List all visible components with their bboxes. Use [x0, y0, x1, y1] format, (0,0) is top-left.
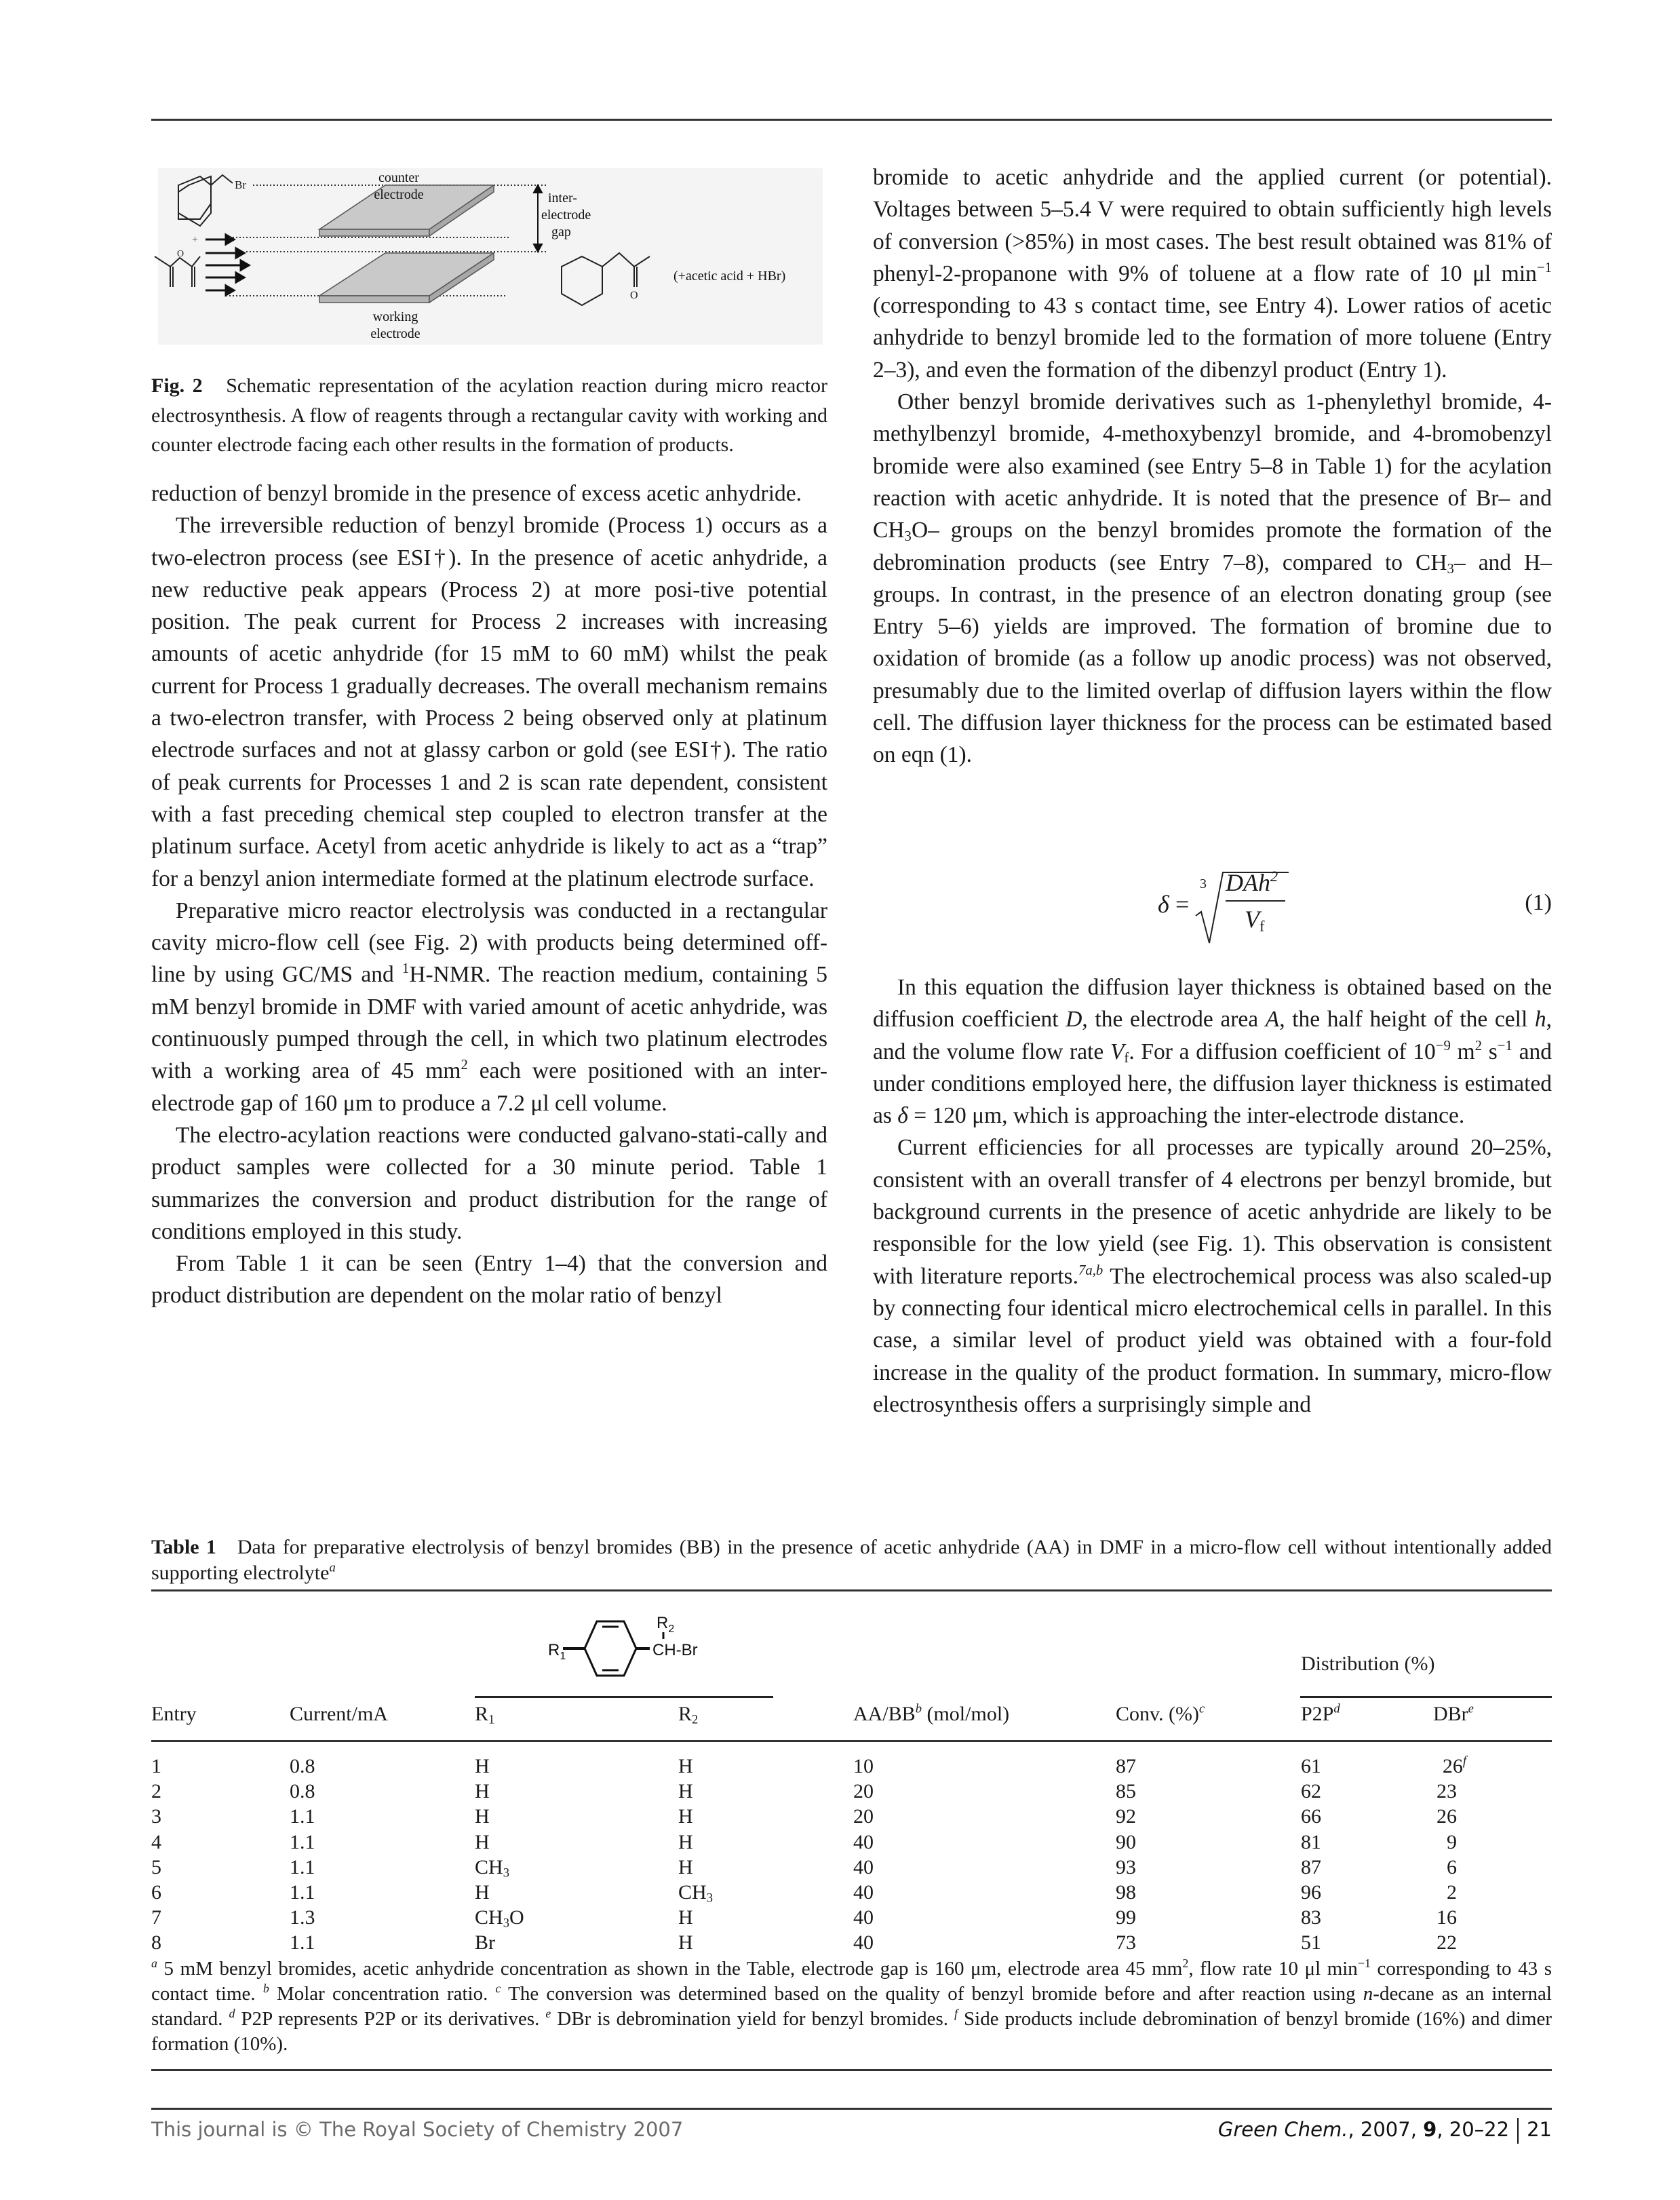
cell-r2: H — [678, 1805, 693, 1828]
cell-dbr: 26 — [1437, 1805, 1457, 1828]
cell-r2: H — [678, 1830, 693, 1853]
header-conversion: Conv. (%)$^c$ — [1116, 1701, 1205, 1725]
cell-r1: H — [475, 1755, 490, 1777]
cell-current: 1.1 — [290, 1830, 315, 1853]
cell-dbr: 16 — [1437, 1906, 1457, 1929]
cell-entry: 8 — [151, 1931, 161, 1954]
cell-conv: 73 — [1116, 1931, 1136, 1954]
journal-name: Green Chem. — [1217, 2118, 1348, 2141]
equation-equals: = — [1175, 891, 1190, 918]
paragraph: reduction of benzyl bromide in the presence of excess acetic anhydride. — [151, 481, 802, 506]
cell-conv: 92 — [1116, 1805, 1136, 1828]
cell-p2p: 61 — [1301, 1755, 1321, 1777]
cell-dbr: 23 — [1437, 1780, 1457, 1803]
header-r1: $R_1$ — [475, 1703, 495, 1727]
right-column-continued — [873, 971, 1552, 1421]
cell-r2: H — [678, 1755, 693, 1777]
table-row — [0, 1779, 1680, 1804]
table-header-rule — [151, 1740, 1552, 1742]
cell-conv: 85 — [1116, 1780, 1136, 1803]
cell-entry: 4 — [151, 1830, 161, 1853]
cell-p2p: 83 — [1301, 1906, 1321, 1929]
header-rule — [151, 119, 1552, 121]
cell-entry: 5 — [151, 1855, 161, 1878]
cell-r2: $CH_3$ — [678, 1881, 713, 1906]
r2-label: $R_2$ — [657, 1614, 675, 1635]
cell-ratio: 40 — [853, 1881, 874, 1904]
figure-caption — [151, 371, 827, 460]
cell-r1: H — [475, 1780, 490, 1803]
equation-numerator: DAh$^2$ — [1226, 868, 1278, 896]
volume: 9 — [1423, 2118, 1437, 2141]
oxygen-label: O — [177, 249, 184, 259]
cell-r2: H — [678, 1931, 693, 1954]
cell-entry: 2 — [151, 1780, 161, 1803]
cell-entry: 3 — [151, 1805, 161, 1828]
cell-current: 1.1 — [290, 1931, 315, 1954]
paragraph: From Table 1 it can be seen (Entry 1–4) that the conversion and product distribution are dependent on the molar ratio of benzyl — [151, 1251, 827, 1309]
equation-delta: δ — [1158, 891, 1169, 918]
header-r2: $R_2$ — [678, 1703, 699, 1727]
benzene-ring-icon — [563, 1621, 663, 1676]
cell-current: 1.1 — [290, 1805, 315, 1828]
citation: Green Chem., 2007, 9, 20–22 21 — [1218, 2118, 1552, 2144]
plus-sign: + — [192, 234, 199, 246]
cell-conv: 93 — [1116, 1855, 1136, 1878]
equation-number: (1) — [1525, 890, 1552, 915]
header-entry: Entry — [151, 1703, 197, 1725]
header-p2p: $P2P^d$ — [1301, 1701, 1340, 1725]
ketone-oxygen-label: O — [630, 290, 638, 301]
cell-r1: Br — [475, 1931, 495, 1954]
equation-denominator: $V_f$ — [1245, 906, 1265, 935]
table-caption-text: Data for preparative electrolysis of benzyl bromides (BB) in the presence of acetic anhydride (AA) in DMF in a micro-flow cell without intentionally added supporting electrolyte — [151, 1536, 1552, 1584]
cell-ratio: 10 — [853, 1755, 874, 1777]
table-caption-label: Table 1 — [151, 1536, 216, 1558]
cell-current: 0.8 — [290, 1755, 315, 1777]
table-row — [0, 1830, 1680, 1855]
cell-entry: 1 — [151, 1755, 161, 1777]
table-caption: Table 1 Data for preparative electrolysis of benzyl bromides (BB) in the presence of acetic anhydride (AA) in DMF in a micro-flow cell without intentionally added supporting electrolyte$^a$ — [151, 1536, 1552, 1584]
header-dbr: DBr$^e$ — [1433, 1701, 1474, 1725]
cell-entry: 6 — [151, 1881, 161, 1904]
cell-dbr: 9 — [1447, 1830, 1457, 1853]
paragraph: Preparative micro reactor electrolysis was conducted in a rectangular cavity micro-flow cell (see Fig. 2) with products being determined off-line by using GC/MS and $^1$H-NMR. The reaction medium, containing 5 mM benzyl bromide in DMF with varied amount of acetic anhydride, was continuously pumped through the cell, in which two platinum electrodes with a working area of 45 $mm^2$ each were positioned with an inter-electrode gap of 160 μm to produce a 7.2 μl cell volume. — [151, 898, 827, 1116]
header-current: Current/mA — [290, 1703, 388, 1725]
cell-dbr: 22 — [1437, 1931, 1457, 1954]
paragraph: The irreversible reduction of benzyl bromide (Process 1) occurs as a two-electron process (see ESI†). In the presence of acetic anhydride, a new reductive peak appears (Process 2) at more posi-tive potential position. The peak current for Process 2 increases with increasing amounts of acetic anhydride (for 15 mM to 60 mM) whilst the peak current for Process 1 gradually decreases. The overall mechanism remains a two-electron transfer, with Process 2 being observed only at platinum electrode surfaces and not at glassy carbon or gold (see ESI†). The ratio of peak currents for Processes 1 and 2 is scan rate dependent, consistent with a fast preceding chemical step coupled to electron transfer at the platinum surface. Acetyl from acetic anhydride is likely to act as a “trap” for a benzyl anion intermediate formed at the platinum electrode surface. — [151, 513, 827, 891]
gap-label-1: inter- — [548, 191, 577, 206]
table-top-rule — [151, 1589, 1552, 1591]
table-footnotes: $^a$ 5 mM benzyl bromides, acetic anhydride concentration as shown in the Table, electrode gap is 160 μm, electrode area 45 $mm^2$, flow rate 10 μl $\min^{-1}$ corresponding to 43 s contact time. $^b$ Molar concentration ratio. $^c$ The conversion was determined based on the quality of benzyl bromide before and after reaction using n-decane as an internal standard. $^d$ P2P represents P2P or its derivatives. $^e$ DBr is debromination yield for benzyl bromides. $^f$ Side products include debromination of benzyl bromide (16%) and dimer formation (10%). — [151, 1956, 1552, 2055]
cell-r2: H — [678, 1906, 693, 1929]
cell-r2: H — [678, 1855, 693, 1878]
paragraph: The electro-acylation reactions were conducted galvano-stati-cally and product samples were collected for a 30 minute period. Table 1 summarizes the conversion and product distribution for the range of conditions employed in this study. — [151, 1122, 827, 1244]
paragraph: Other benzyl bromide derivatives such as 1-phenylethyl bromide, 4-methylbenzyl bromide, 4-methoxybenzyl bromide, and 4-bromobenzyl bromide were also examined (see Entry 5–8 in Table 1) for the acylation reaction with acetic anhydride. It is noted that the presence of Br– and $CH_3O-$ groups on the benzyl bromides promote the formation of the debromination products (see Entry 7–8), compared to $CH_3-$ and H– groups. In contrast, in the presence of an electron donating group (see Entry 5–6) yields are improved. The formation of bromine due to oxidation of bromide (as a follow up anodic process) was not observed, presumably due to the limited overlap of diffusion layers within the flow cell. The diffusion layer thickness for the process can be estimated based on eqn (1). — [873, 389, 1552, 768]
cell-current: 1.1 — [290, 1855, 315, 1878]
cell-p2p: 87 — [1301, 1855, 1321, 1878]
cell-dbr: 26$^f$ — [1442, 1754, 1466, 1777]
cell-ratio: 40 — [853, 1906, 874, 1929]
distribution-header: Distribution (%) — [1301, 1653, 1435, 1675]
cell-dbr: 2 — [1447, 1881, 1457, 1904]
cell-r1: H — [475, 1830, 490, 1853]
cell-p2p: 62 — [1301, 1780, 1321, 1803]
working-electrode-label: electrode — [370, 326, 421, 341]
figure-caption-text: Schematic representation of the acylation reaction during micro reactor electrosynthesis. A flow of reagents through a rectangular cavity with working and counter electrode facing each other results in the formation of products. — [151, 374, 827, 456]
page-number: 21 — [1527, 2118, 1552, 2141]
cell-ratio: 40 — [853, 1830, 874, 1853]
left-column — [151, 478, 827, 1312]
header-ratio: $AA/BB^b$ (mol/mol) — [853, 1701, 1010, 1725]
cell-p2p: 66 — [1301, 1805, 1321, 1828]
cell-conv: 98 — [1116, 1881, 1136, 1904]
figure-2-schematic — [151, 155, 829, 358]
gap-label-2: electrode — [541, 208, 591, 223]
table-bottom-rule — [151, 2069, 1552, 2071]
cell-current: 1.3 — [290, 1906, 315, 1929]
cell-entry: 7 — [151, 1906, 161, 1929]
cell-ratio: 40 — [853, 1931, 874, 1954]
cell-r1: $CH_3$ — [475, 1855, 509, 1880]
cell-dbr: 6 — [1447, 1855, 1457, 1878]
cell-current: 1.1 — [290, 1881, 315, 1904]
counter-label: counter — [378, 170, 419, 185]
table-row — [0, 1804, 1680, 1829]
cell-current: 0.8 — [290, 1780, 315, 1803]
gap-label-3: gap — [551, 225, 571, 239]
table-row — [0, 1754, 1680, 1779]
paragraph: Current efficiencies for all processes are typically around 20–25%, consistent with an overall transfer of 4 electrons per benzyl bromide, but background currents in the presence of acetic anhydride are likely to be responsible for the low yield (see Fig. 1). This observation is consistent with literature reports.$^{7a,b}$ The electrochemical process was also scaled-up by connecting four identical micro electrochemical cells in parallel. In this case, a similar level of product yield was obtained with a four-fold increase in the quality of the product formation. In summary, micro-flow electrosynthesis offers a surprisingly simple and — [873, 1135, 1552, 1417]
substituent-group-rule — [475, 1696, 773, 1698]
root-index: 3 — [1200, 876, 1207, 891]
table-row — [0, 1905, 1680, 1930]
r1-label: $R_1$ — [548, 1641, 566, 1662]
cell-conv: 87 — [1116, 1755, 1136, 1777]
cell-conv: 90 — [1116, 1830, 1136, 1853]
right-column — [873, 161, 1552, 771]
fraction-bar — [1226, 900, 1285, 902]
ch-br-label: CH-Br — [652, 1641, 698, 1659]
cell-r2: H — [678, 1780, 693, 1803]
cell-p2p: 96 — [1301, 1881, 1321, 1904]
cell-ratio: 20 — [853, 1805, 874, 1828]
copyright-notice: This journal is © The Royal Society of Chemistry 2007 — [151, 2118, 684, 2141]
table-row — [0, 1880, 1680, 1905]
working-label: working — [372, 309, 418, 324]
cell-p2p: 81 — [1301, 1830, 1321, 1853]
paragraph: bromide to acetic anhydride and the applied current (or potential). Voltages between 5–5.4 V were required to obtain sufficiently high levels of conversion (>85%) in most cases. The best result obtained was 81% of phenyl-2-propanone with 9% of toluene at a flow rate of 10 μl $\min^{-1}$ (corresponding to 43 s contact time, see Entry 4). Lower ratios of acetic anhydride to benzyl bromide led to the formation of more toluene (Entry 2–3), and even the formation of the dibenzyl product (Entry 1). — [873, 165, 1552, 383]
table-row — [0, 1855, 1680, 1880]
equation-1 — [873, 870, 1552, 951]
cell-conv: 99 — [1116, 1906, 1136, 1929]
counter-electrode-label: electrode — [374, 187, 424, 202]
benzyl-bromide-general-structure — [522, 1606, 753, 1708]
byproducts-label: (+acetic acid + HBr) — [673, 269, 786, 284]
footer-rule — [151, 2108, 1552, 2110]
br-label: Br — [235, 178, 246, 191]
cell-r1: H — [475, 1881, 490, 1904]
cell-r1: H — [475, 1805, 490, 1828]
cell-ratio: 40 — [853, 1855, 874, 1878]
cell-r1: $CH_3O$ — [475, 1906, 524, 1931]
table-row — [0, 1930, 1680, 1955]
figure-caption-label: Fig. 2 — [151, 374, 203, 397]
footer-separator — [1517, 2118, 1519, 2144]
cell-p2p: 51 — [1301, 1931, 1321, 1954]
paragraph: In this equation the diffusion layer thickness is obtained based on the diffusion coefficient D, the electrode area A, the half height of the cell h, and the volume flow rate $V_f$. For a diffusion coefficient of $10^{-9}$ $m^2$ $s^{-1}$ and under conditions employed here, the diffusion layer thickness is estimated as δ = 120 μm, which is approaching the inter-electrode distance. — [873, 975, 1552, 1129]
cell-ratio: 20 — [853, 1780, 874, 1803]
